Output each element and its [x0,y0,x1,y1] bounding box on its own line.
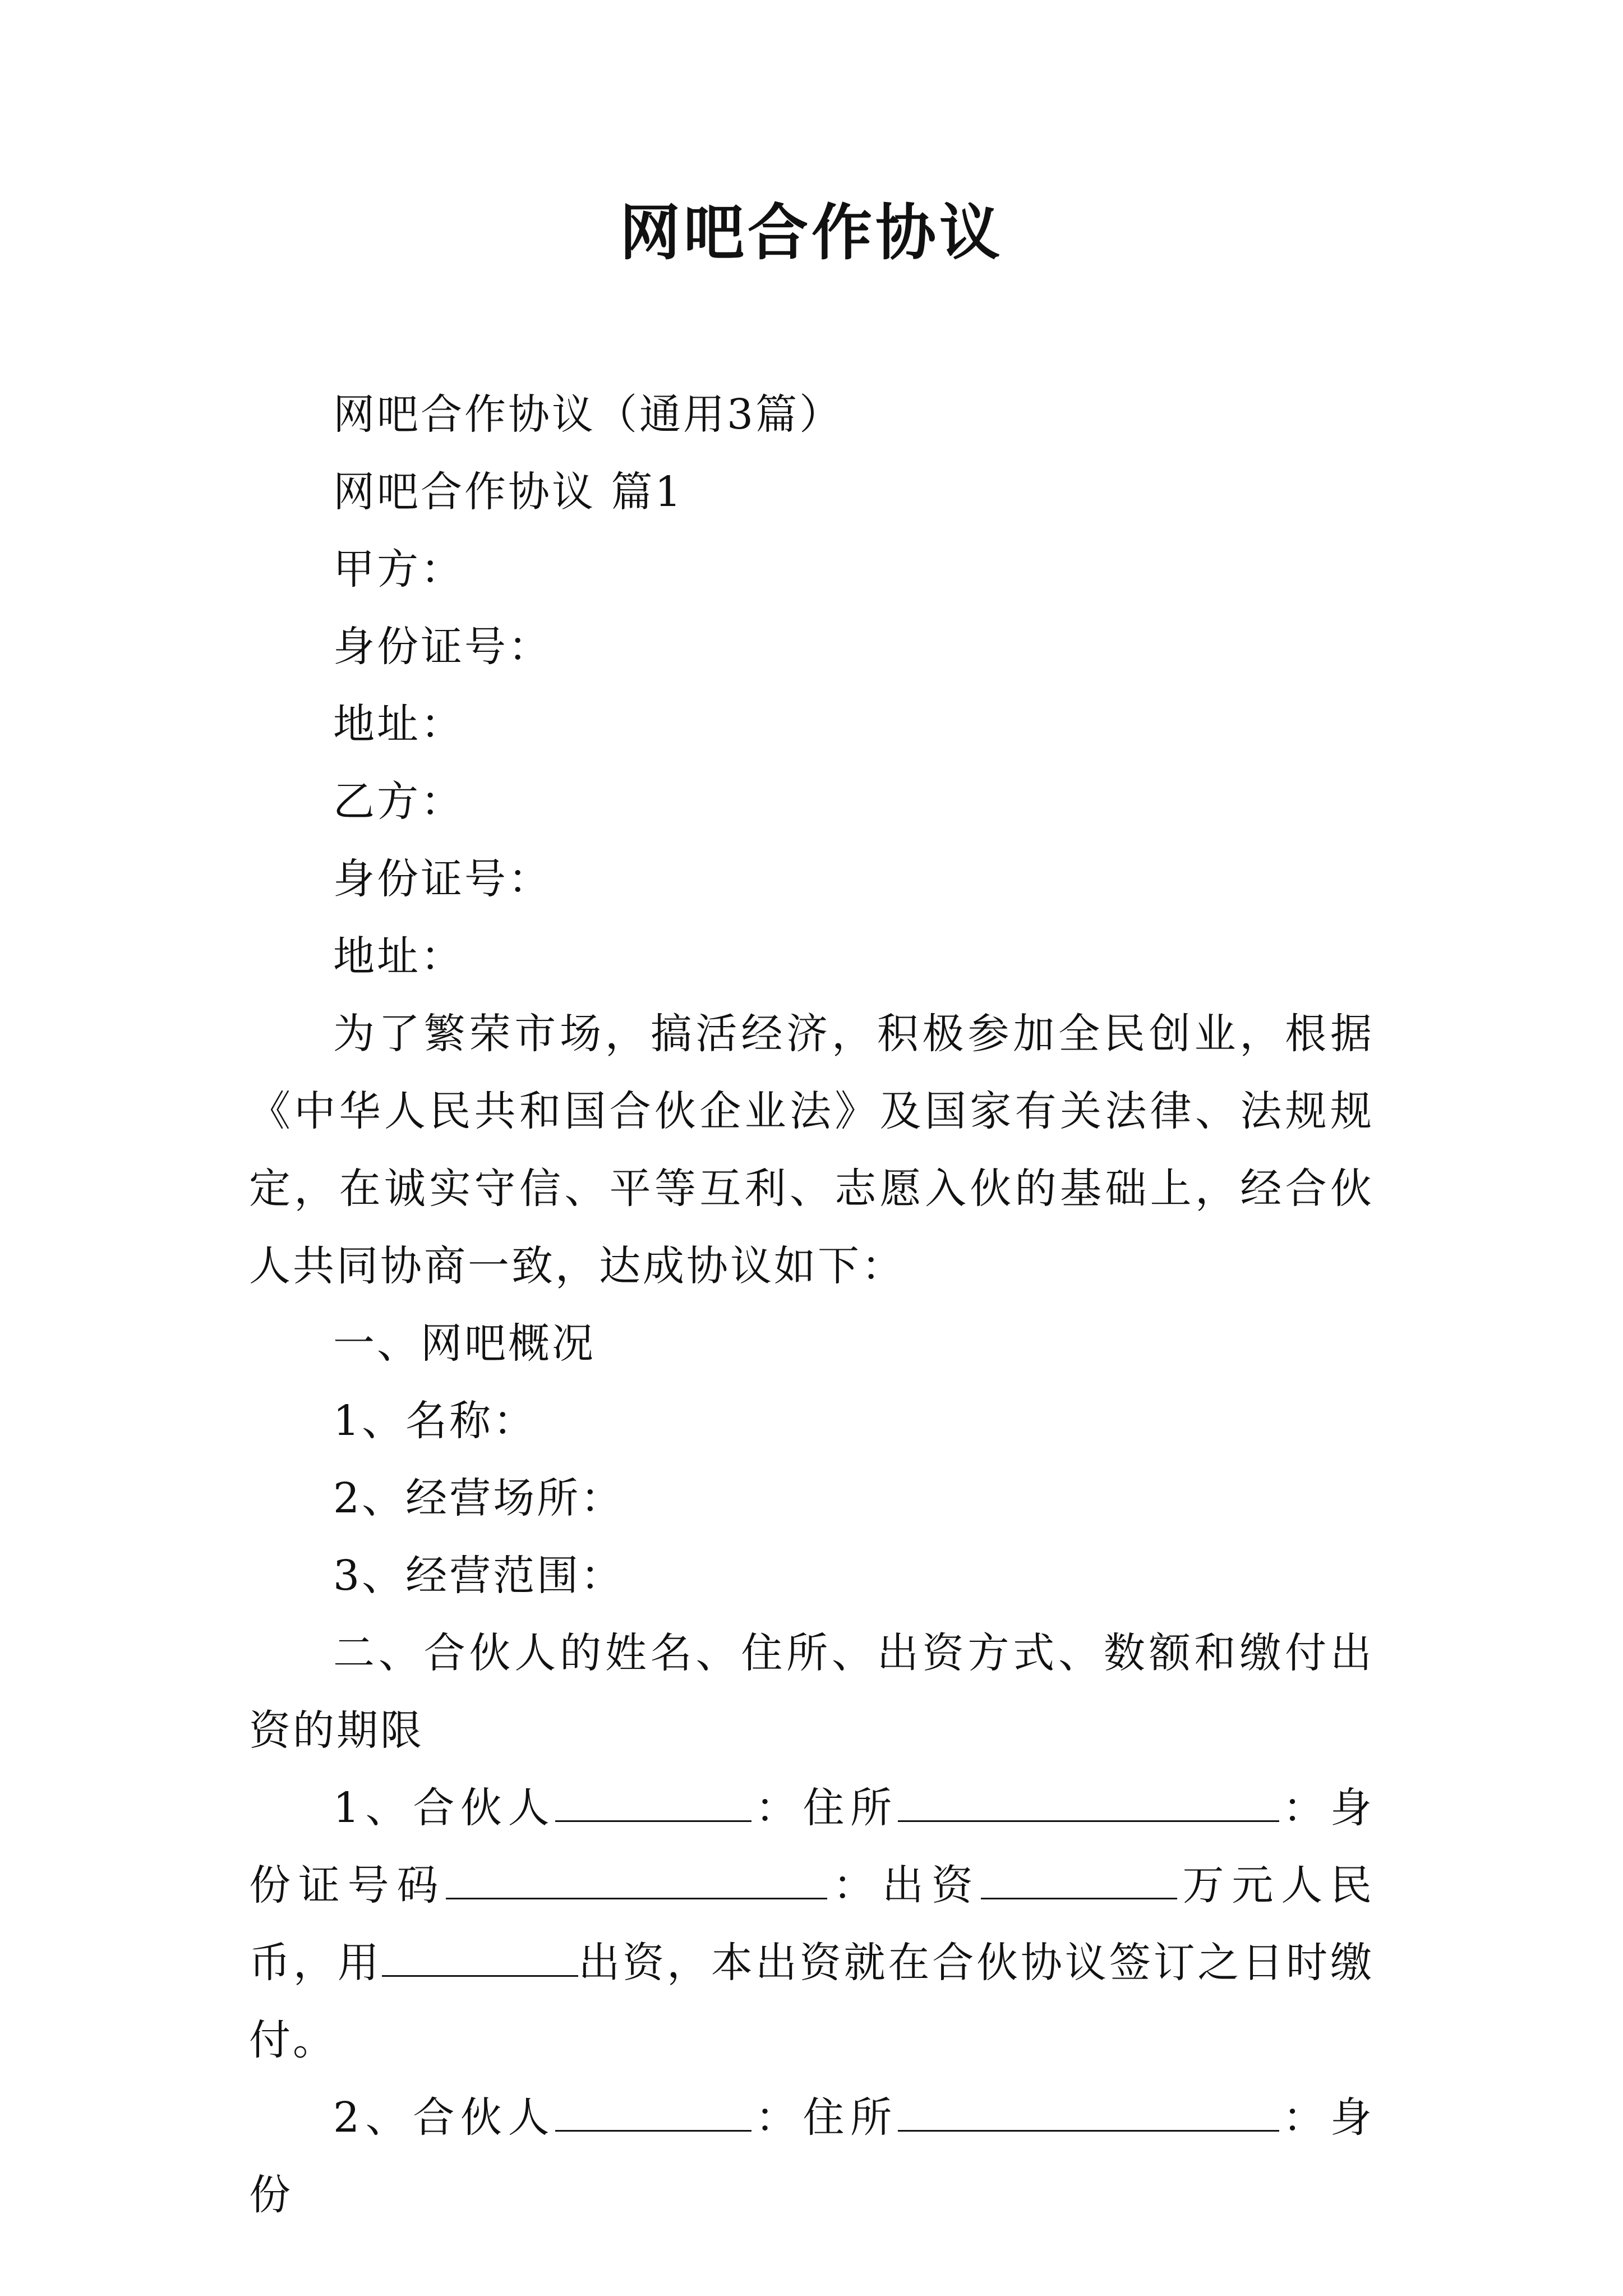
section-1-item-scope: 3、经营范围： [333,1552,625,1600]
partner-2-label: 2、合伙人 [333,2093,556,2142]
partner-1-capital-label: ：出资 [827,1861,981,1910]
section-2-heading: 二、合伙人的姓名、住所、出资方式、数额和缴付出资的期限 [249,1629,1374,1755]
partner-2-residence-blank [898,2087,1279,2132]
partner-1-label: 1、合伙人 [333,1784,556,1832]
party-a-address-label: 地址： [333,700,464,748]
document-title: 网吧合作协议 [619,197,1003,268]
partner-1-name-blank [555,1778,751,1822]
partner-2-clause [249,2079,1374,2234]
part-heading: 网吧合作协议 篇1 [333,468,684,516]
party-b-id-label: 身份证号： [333,855,552,903]
party-a-label: 甲方： [333,545,464,593]
section-1-item-name: 1、名称： [333,1397,537,1445]
partner-1-residence-label: ：住所 [751,1784,898,1832]
document-subtitle: 网吧合作协议（通用3篇） [333,390,843,439]
preamble-paragraph: 为了繁荣市场，搞活经济，积极参加全民创业，根据《中华人民共和国合伙企业法》及国家有关法律、法规规定，在诚实守信、平等互利、志愿入伙的基础上，经合伙人共同协商一致，达成协议如下： [249,1010,1374,1290]
partner-1-payment-text: 出资，本出资就在合伙协议签订之日时缴付。 [249,1939,1375,2064]
partner-1-clause [249,1769,1374,2079]
partner-1-currency-label: 万元人民币，用 [249,1861,1375,1987]
party-b-label: 乙方： [333,777,464,826]
document-body [249,376,1374,2234]
partner-2-residence-label: ：住所 [751,2093,898,2142]
partner-1-residence-blank [898,1778,1279,1822]
partner-1-method-blank [382,1932,578,1977]
section-1-heading: 一、网吧概况 [333,1319,596,1368]
partner-2-id-prefix: ：身份 [249,2093,1375,2219]
partner-1-id-blank [446,1855,827,1899]
partner-1-id-label: ：身份证号码 [249,1784,1375,1910]
section-1-item-premises: 2、经营场所： [333,1474,625,1522]
party-b-address-label: 地址： [333,932,464,981]
partner-2-name-blank [555,2087,751,2132]
party-a-id-label: 身份证号： [333,623,552,671]
partner-1-capital-blank [981,1855,1177,1899]
